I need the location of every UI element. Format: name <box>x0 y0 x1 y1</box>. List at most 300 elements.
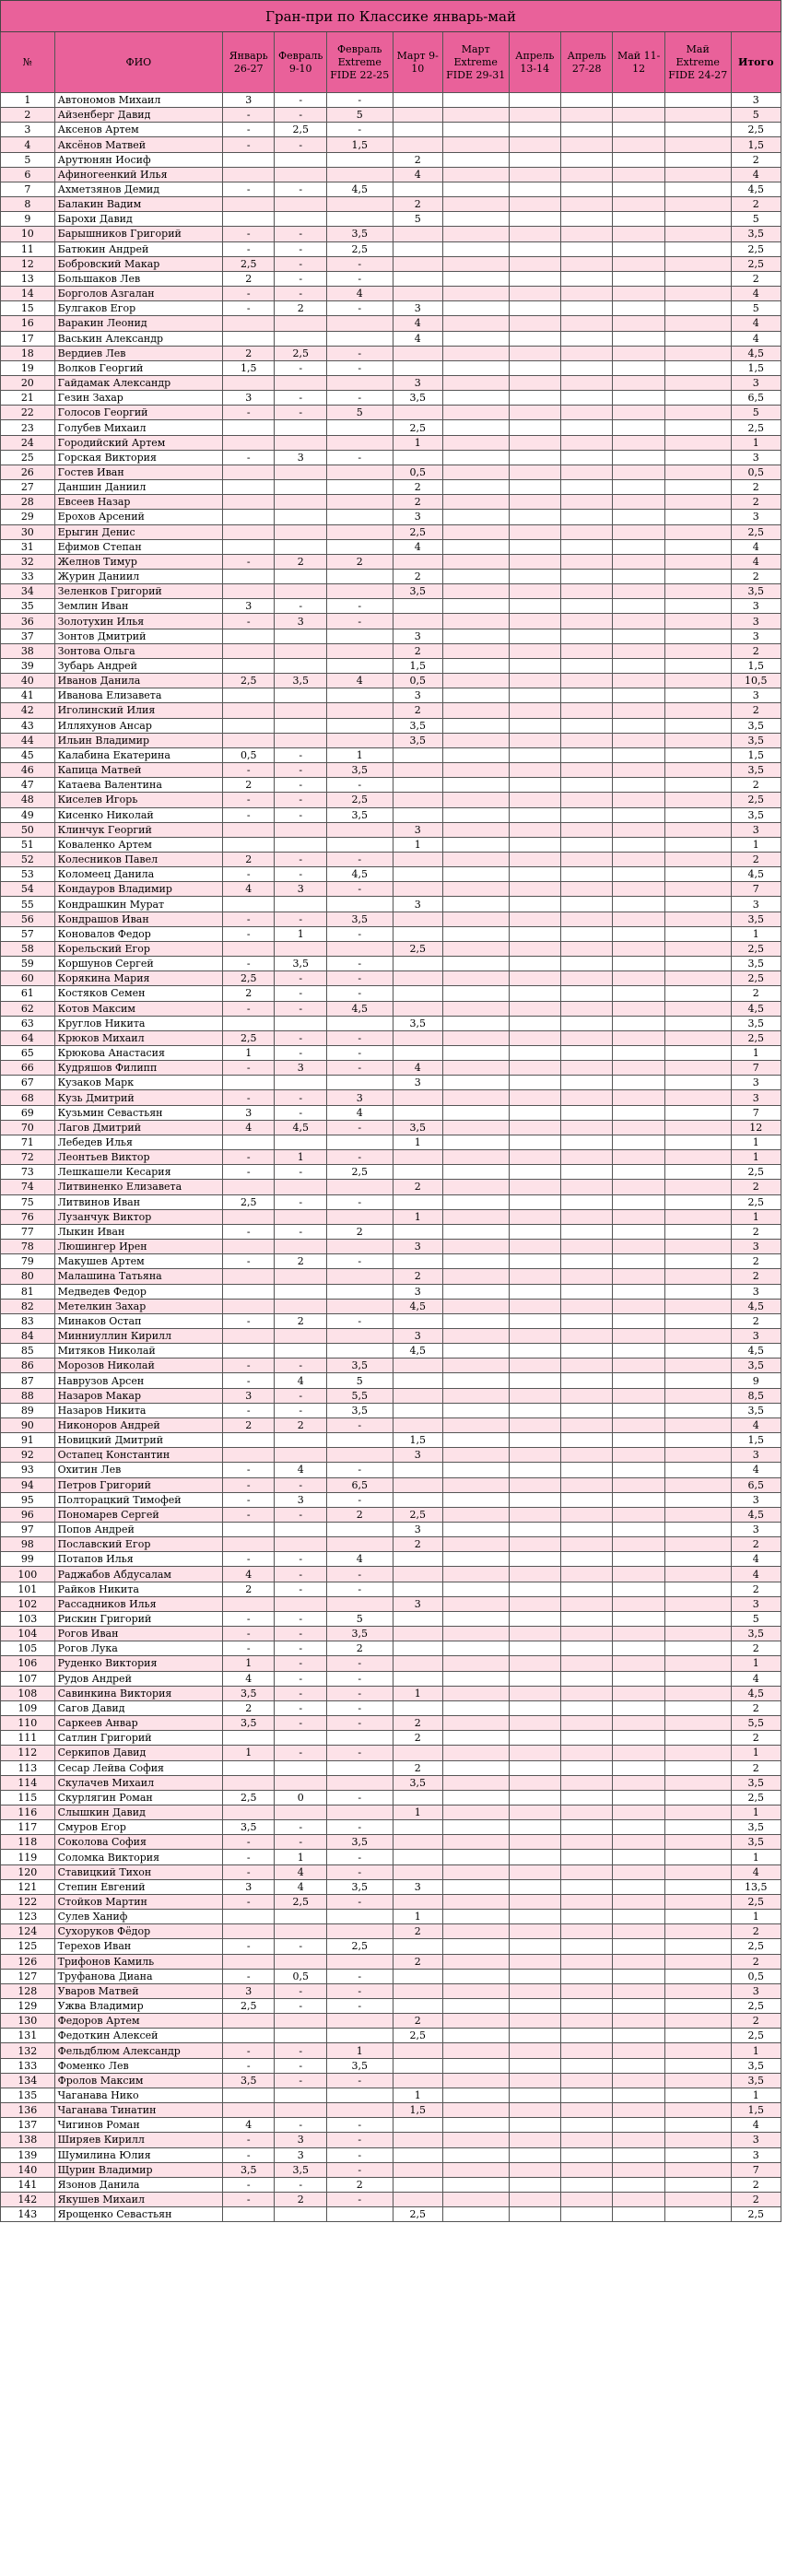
cell-may <box>613 1299 664 1313</box>
cell-marx <box>442 465 509 479</box>
cell-num: 107 <box>1 1671 55 1686</box>
cell-mar <box>393 614 442 629</box>
cell-apr1 <box>509 1224 560 1239</box>
cell-jan <box>223 1448 275 1463</box>
cell-total: 2,5 <box>731 1194 781 1209</box>
cell-num: 14 <box>1 287 55 301</box>
table-row <box>1 1492 781 1507</box>
cell-total: 4,5 <box>731 346 781 360</box>
cell-apr2 <box>560 867 612 882</box>
cell-num: 115 <box>1 1790 55 1805</box>
cell-name: Киселев Игорь <box>54 793 222 807</box>
cell-name: Коновалов Федор <box>54 926 222 941</box>
table-row <box>1 1224 781 1239</box>
cell-apr2 <box>560 1582 612 1596</box>
cell-mar: 2 <box>393 480 442 495</box>
cell-febx <box>326 1954 393 1969</box>
cell-num: 34 <box>1 584 55 599</box>
cell-marx <box>442 1463 509 1477</box>
table-row <box>1 1805 781 1819</box>
cell-apr1 <box>509 614 560 629</box>
cell-mayx <box>664 301 731 316</box>
cell-num: 57 <box>1 926 55 941</box>
cell-apr2 <box>560 570 612 584</box>
column-header-num: № <box>1 32 55 93</box>
cell-marx <box>442 1716 509 1731</box>
cell-apr1 <box>509 897 560 912</box>
cell-name: Макушев Артем <box>54 1254 222 1269</box>
cell-mayx <box>664 1731 731 1746</box>
cell-feb: - <box>275 1388 326 1403</box>
cell-mayx <box>664 1835 731 1850</box>
cell-mar: 3 <box>393 688 442 703</box>
cell-may <box>613 1061 664 1076</box>
cell-feb <box>275 331 326 346</box>
cell-mar: 2 <box>393 1180 442 1194</box>
cell-marx <box>442 1820 509 1835</box>
cell-febx: 5,5 <box>326 1388 393 1403</box>
cell-num: 59 <box>1 957 55 971</box>
cell-febx: 3,5 <box>326 1835 393 1850</box>
cell-febx <box>326 316 393 331</box>
cell-name: Рогов Иван <box>54 1627 222 1641</box>
cell-febx: - <box>326 1850 393 1864</box>
cell-apr2 <box>560 2193 612 2207</box>
table-row <box>1 1463 781 1477</box>
cell-febx: - <box>326 1656 393 1671</box>
cell-name: Барохи Давид <box>54 212 222 227</box>
cell-apr2 <box>560 2177 612 2192</box>
cell-name: Сесар Лейва София <box>54 1760 222 1775</box>
cell-febx: - <box>326 1999 393 2014</box>
cell-total: 3 <box>731 822 781 837</box>
cell-mayx <box>664 747 731 762</box>
cell-num: 136 <box>1 2103 55 2118</box>
cell-total: 2 <box>731 986 781 1001</box>
cell-apr2 <box>560 1492 612 1507</box>
cell-feb: - <box>275 1611 326 1626</box>
cell-num: 45 <box>1 747 55 762</box>
cell-mar <box>393 1373 442 1388</box>
cell-feb: 2 <box>275 1313 326 1328</box>
cell-feb: - <box>275 1983 326 1998</box>
cell-mar: 3,5 <box>393 1016 442 1030</box>
cell-num: 133 <box>1 2058 55 2073</box>
table-row <box>1 2088 781 2102</box>
cell-mayx <box>664 1417 731 1432</box>
table-row <box>1 2058 781 2073</box>
cell-total: 1 <box>731 837 781 852</box>
cell-total: 3 <box>731 599 781 614</box>
cell-apr1 <box>509 971 560 986</box>
cell-mar <box>393 1417 442 1432</box>
cell-feb: - <box>275 971 326 986</box>
column-header-apr2: Апрель 27-28 <box>560 32 612 93</box>
cell-mar: 1 <box>393 435 442 450</box>
cell-mar <box>393 912 442 926</box>
cell-mayx <box>664 1999 731 2014</box>
cell-apr1 <box>509 1254 560 1269</box>
cell-jan <box>223 1180 275 1194</box>
cell-apr2 <box>560 1433 612 1448</box>
cell-mayx <box>664 1686 731 1700</box>
cell-may <box>613 406 664 420</box>
cell-marx <box>442 703 509 718</box>
cell-apr2 <box>560 1209 612 1224</box>
cell-total: 4 <box>731 316 781 331</box>
cell-num: 78 <box>1 1240 55 1254</box>
cell-jan <box>223 331 275 346</box>
cell-may <box>613 271 664 286</box>
cell-apr1 <box>509 2029 560 2043</box>
cell-feb: - <box>275 287 326 301</box>
cell-name: Наврузов Арсен <box>54 1373 222 1388</box>
cell-apr2 <box>560 1760 612 1775</box>
cell-apr2 <box>560 108 612 123</box>
table-row <box>1 1983 781 1998</box>
table-row <box>1 197 781 212</box>
cell-apr2 <box>560 1224 612 1239</box>
cell-mayx <box>664 1448 731 1463</box>
cell-may <box>613 1284 664 1299</box>
cell-total: 2 <box>731 778 781 793</box>
cell-jan: 4 <box>223 2118 275 2133</box>
cell-mayx <box>664 1240 731 1254</box>
cell-marx <box>442 1894 509 1909</box>
cell-apr2 <box>560 1030 612 1045</box>
cell-marx <box>442 406 509 420</box>
cell-num: 55 <box>1 897 55 912</box>
cell-apr2 <box>560 941 612 956</box>
cell-jan: 2,5 <box>223 256 275 271</box>
cell-mayx <box>664 599 731 614</box>
cell-name: Лебедев Илья <box>54 1135 222 1149</box>
cell-jan: 3,5 <box>223 2073 275 2088</box>
cell-jan: - <box>223 1894 275 1909</box>
cell-mar: 4 <box>393 167 442 182</box>
cell-jan <box>223 688 275 703</box>
cell-num: 80 <box>1 1269 55 1284</box>
cell-num: 122 <box>1 1894 55 1909</box>
cell-marx <box>442 599 509 614</box>
cell-febx <box>326 688 393 703</box>
cell-feb <box>275 420 326 435</box>
cell-may <box>613 1582 664 1596</box>
cell-jan <box>223 1805 275 1819</box>
table-row <box>1 1344 781 1359</box>
cell-mayx <box>664 495 731 510</box>
cell-num: 126 <box>1 1954 55 1969</box>
cell-may <box>613 912 664 926</box>
cell-may <box>613 301 664 316</box>
cell-mayx <box>664 1716 731 1731</box>
cell-mayx <box>664 331 731 346</box>
cell-name: Волков Георгий <box>54 360 222 375</box>
cell-apr1 <box>509 554 560 569</box>
cell-marx <box>442 1790 509 1805</box>
cell-apr2 <box>560 465 612 479</box>
cell-marx <box>442 1924 509 1939</box>
cell-mar: 2,5 <box>393 420 442 435</box>
cell-febx <box>326 643 393 658</box>
cell-apr1 <box>509 2193 560 2207</box>
cell-total: 2 <box>731 1760 781 1775</box>
table-row <box>1 1269 781 1284</box>
cell-mayx <box>664 1328 731 1343</box>
cell-feb: 4 <box>275 1463 326 1477</box>
cell-feb: - <box>275 182 326 196</box>
cell-name: Новицкий Дмитрий <box>54 1433 222 1448</box>
cell-feb <box>275 1537 326 1552</box>
cell-feb <box>275 510 326 524</box>
cell-apr1 <box>509 212 560 227</box>
cell-num: 15 <box>1 301 55 316</box>
cell-feb: 3 <box>275 1061 326 1076</box>
cell-apr1 <box>509 837 560 852</box>
cell-apr1 <box>509 227 560 241</box>
cell-feb: - <box>275 1999 326 2014</box>
cell-total: 1 <box>731 1656 781 1671</box>
cell-apr2 <box>560 1746 612 1760</box>
cell-jan: 4 <box>223 1567 275 1582</box>
cell-jan: - <box>223 1835 275 1850</box>
table-row <box>1 256 781 271</box>
cell-total: 6,5 <box>731 1477 781 1492</box>
cell-mar <box>393 1746 442 1760</box>
cell-apr1 <box>509 1061 560 1076</box>
cell-apr2 <box>560 1254 612 1269</box>
cell-name: Степин Евгений <box>54 1879 222 1894</box>
cell-may <box>613 1507 664 1522</box>
cell-marx <box>442 882 509 897</box>
cell-mar: 4,5 <box>393 1344 442 1359</box>
cell-mayx <box>664 554 731 569</box>
cell-jan <box>223 1523 275 1537</box>
cell-mayx <box>664 539 731 554</box>
cell-name: Булгаков Егор <box>54 301 222 316</box>
cell-feb: 2 <box>275 301 326 316</box>
cell-name: Большаков Лев <box>54 271 222 286</box>
cell-may <box>613 703 664 718</box>
cell-jan: - <box>223 2177 275 2192</box>
cell-total: 2,5 <box>731 1790 781 1805</box>
cell-may <box>613 643 664 658</box>
cell-apr2 <box>560 1180 612 1194</box>
cell-febx <box>326 1328 393 1343</box>
cell-name: Саркеев Анвар <box>54 1716 222 1731</box>
cell-num: 32 <box>1 554 55 569</box>
cell-name: Серкипов Давид <box>54 1746 222 1760</box>
cell-feb <box>275 495 326 510</box>
cell-may <box>613 599 664 614</box>
cell-apr1 <box>509 510 560 524</box>
cell-mar <box>393 2043 442 2058</box>
cell-mayx <box>664 1254 731 1269</box>
cell-total: 2 <box>731 570 781 584</box>
table-row <box>1 1820 781 1835</box>
table-row <box>1 1328 781 1343</box>
cell-febx <box>326 658 393 673</box>
cell-marx <box>442 793 509 807</box>
cell-marx <box>442 584 509 599</box>
cell-marx <box>442 212 509 227</box>
cell-name: Ильин Владимир <box>54 733 222 747</box>
cell-marx <box>442 718 509 733</box>
cell-mar <box>393 1999 442 2014</box>
cell-name: Вердиев Лев <box>54 346 222 360</box>
cell-marx <box>442 1046 509 1061</box>
cell-num: 42 <box>1 703 55 718</box>
table-row <box>1 287 781 301</box>
cell-apr1 <box>509 1552 560 1567</box>
cell-feb: 2 <box>275 2193 326 2207</box>
cell-mar: 3,5 <box>393 1775 442 1790</box>
cell-apr2 <box>560 1388 612 1403</box>
cell-feb: 2,5 <box>275 1894 326 1909</box>
cell-marx <box>442 1805 509 1819</box>
cell-may <box>613 971 664 986</box>
cell-mayx <box>664 1076 731 1090</box>
cell-apr1 <box>509 93 560 108</box>
cell-name: Руденко Виктория <box>54 1656 222 1671</box>
cell-may <box>613 852 664 866</box>
cell-mar: 1,5 <box>393 2103 442 2118</box>
cell-febx <box>326 495 393 510</box>
cell-total: 3,5 <box>731 227 781 241</box>
cell-apr2 <box>560 2014 612 2029</box>
cell-jan: - <box>223 241 275 256</box>
cell-may <box>613 793 664 807</box>
cell-febx: - <box>326 1150 393 1165</box>
cell-apr1 <box>509 1135 560 1149</box>
cell-may <box>613 2133 664 2147</box>
cell-mayx <box>664 957 731 971</box>
cell-mar <box>393 450 442 465</box>
table-row <box>1 897 781 912</box>
cell-mayx <box>664 212 731 227</box>
cell-jan: - <box>223 1864 275 1879</box>
table-row <box>1 793 781 807</box>
cell-name: Попов Андрей <box>54 1523 222 1537</box>
cell-num: 40 <box>1 674 55 688</box>
table-row <box>1 1507 781 1522</box>
cell-apr1 <box>509 986 560 1001</box>
cell-marx <box>442 152 509 167</box>
cell-marx <box>442 137 509 152</box>
cell-febx: - <box>326 391 393 406</box>
cell-mayx <box>664 643 731 658</box>
cell-name: Городийский Артем <box>54 435 222 450</box>
cell-jan: - <box>223 1403 275 1417</box>
table-row <box>1 554 781 569</box>
cell-febx: 2,5 <box>326 1165 393 1180</box>
cell-may <box>613 957 664 971</box>
cell-apr2 <box>560 271 612 286</box>
cell-febx: 3,5 <box>326 912 393 926</box>
cell-total: 3,5 <box>731 718 781 733</box>
cell-mar <box>393 867 442 882</box>
cell-mar <box>393 1835 442 1850</box>
cell-num: 91 <box>1 1433 55 1448</box>
table-row <box>1 807 781 822</box>
cell-total: 3,5 <box>731 733 781 747</box>
cell-mayx <box>664 1552 731 1567</box>
cell-name: Крюкова Анастасия <box>54 1046 222 1061</box>
cell-marx <box>442 1656 509 1671</box>
cell-total: 2,5 <box>731 1999 781 2014</box>
cell-mayx <box>664 1463 731 1477</box>
cell-mayx <box>664 316 731 331</box>
column-header-name: ФИО <box>54 32 222 93</box>
cell-marx <box>442 1090 509 1105</box>
cell-may <box>613 1671 664 1686</box>
cell-jan <box>223 643 275 658</box>
cell-jan: - <box>223 1552 275 1567</box>
cell-mayx <box>664 450 731 465</box>
cell-mayx <box>664 1150 731 1165</box>
cell-mayx <box>664 1433 731 1448</box>
cell-num: 138 <box>1 2133 55 2147</box>
cell-febx <box>326 897 393 912</box>
cell-name: Катаева Валентина <box>54 778 222 793</box>
cell-mar: 3 <box>393 822 442 837</box>
cell-apr1 <box>509 450 560 465</box>
cell-feb <box>275 733 326 747</box>
cell-jan <box>223 629 275 643</box>
cell-total: 7 <box>731 882 781 897</box>
cell-may <box>613 1969 664 1983</box>
cell-num: 92 <box>1 1448 55 1463</box>
cell-name: Рискин Григорий <box>54 1611 222 1626</box>
table-row <box>1 1284 781 1299</box>
table-row <box>1 167 781 182</box>
cell-total: 3 <box>731 688 781 703</box>
table-row <box>1 1611 781 1626</box>
cell-jan: 2 <box>223 852 275 866</box>
table-row <box>1 331 781 346</box>
cell-febx <box>326 1775 393 1790</box>
cell-apr1 <box>509 1403 560 1417</box>
cell-febx: 2,5 <box>326 1939 393 1954</box>
cell-febx: 4 <box>326 1552 393 1567</box>
cell-mar: 1 <box>393 2088 442 2102</box>
cell-apr1 <box>509 957 560 971</box>
table-row <box>1 763 781 778</box>
cell-num: 9 <box>1 212 55 227</box>
cell-febx: - <box>326 971 393 986</box>
cell-total: 3,5 <box>731 1627 781 1641</box>
cell-apr1 <box>509 1433 560 1448</box>
cell-mar <box>393 1001 442 1016</box>
table-row <box>1 123 781 137</box>
cell-mayx <box>664 1537 731 1552</box>
cell-name: Кузь Дмитрий <box>54 1090 222 1105</box>
cell-febx: - <box>326 2193 393 2207</box>
cell-total: 3 <box>731 1448 781 1463</box>
cell-marx <box>442 331 509 346</box>
cell-name: Рудов Андрей <box>54 1671 222 1686</box>
cell-feb: - <box>275 2073 326 2088</box>
table-row <box>1 1180 781 1194</box>
table-row <box>1 1105 781 1120</box>
cell-apr1 <box>509 1760 560 1775</box>
cell-num: 41 <box>1 688 55 703</box>
cell-num: 16 <box>1 316 55 331</box>
cell-total: 1 <box>731 2088 781 2102</box>
cell-marx <box>442 1344 509 1359</box>
cell-total: 12 <box>731 1120 781 1135</box>
table-row <box>1 1746 781 1760</box>
